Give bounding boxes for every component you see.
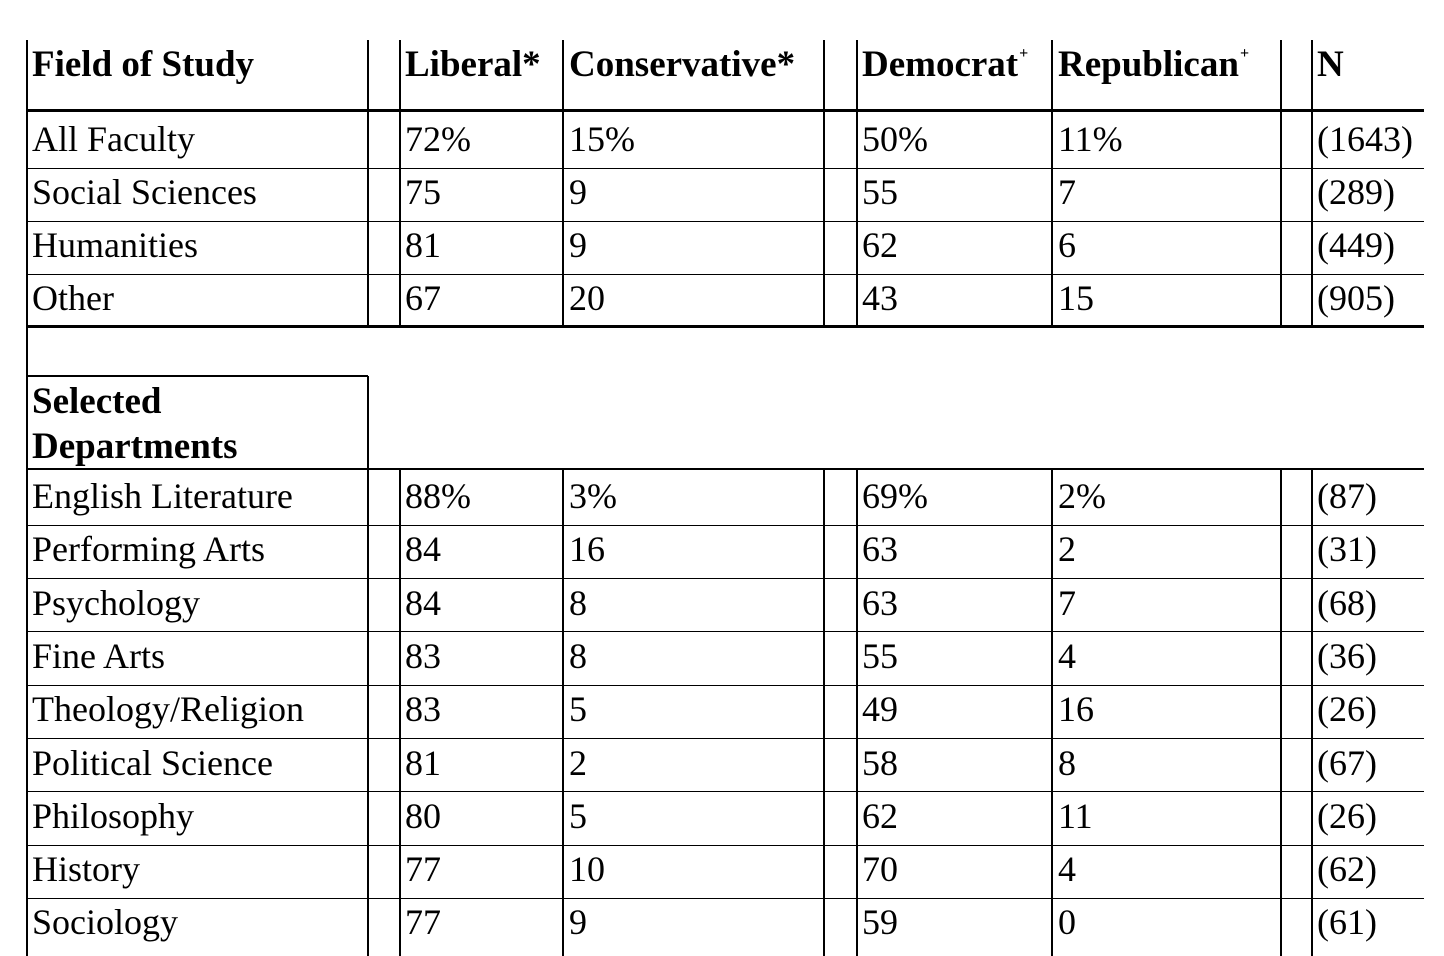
row-rule xyxy=(27,578,1424,579)
column-rule xyxy=(562,40,564,327)
column-rule xyxy=(562,469,564,956)
department-row-label: Political Science xyxy=(32,742,273,783)
republican-value: 11% xyxy=(1058,119,1123,159)
n-value: (87) xyxy=(1317,476,1377,516)
liberal-value: 77 xyxy=(405,849,441,890)
n-value: (449) xyxy=(1317,225,1395,265)
republican-value: 16 xyxy=(1058,689,1094,730)
democrat-value: 63 xyxy=(862,582,898,623)
column-rule xyxy=(1311,469,1313,956)
column-header-n: N xyxy=(1317,44,1344,85)
field-row-label: Humanities xyxy=(32,225,198,265)
conservative-value: 8 xyxy=(569,635,587,676)
department-row-label: History xyxy=(32,849,140,890)
left-border xyxy=(26,40,28,956)
n-value: (36) xyxy=(1317,635,1377,676)
democrat-value: 62 xyxy=(862,225,898,265)
row-rule xyxy=(27,845,1424,846)
democrat-value: 49 xyxy=(862,689,898,730)
liberal-value: 72% xyxy=(405,119,471,159)
row-rule xyxy=(27,274,1424,275)
row-rule xyxy=(27,525,1424,526)
republican-value: 7 xyxy=(1058,172,1076,212)
department-row-label: Fine Arts xyxy=(32,635,166,676)
header-bottom-rule xyxy=(27,109,1424,112)
democrat-value: 43 xyxy=(862,278,898,318)
liberal-value: 75 xyxy=(405,172,441,212)
republican-value: 2 xyxy=(1058,529,1076,570)
liberal-value: 83 xyxy=(405,689,441,730)
department-row-label: Philosophy xyxy=(32,795,195,836)
column-rule xyxy=(367,469,369,956)
conservative-value: 9 xyxy=(569,902,587,943)
column-header-republican-footnote-mark: + xyxy=(1239,45,1250,62)
conservative-value: 3% xyxy=(569,476,617,516)
conservative-value: 5 xyxy=(569,689,587,730)
liberal-value: 83 xyxy=(405,635,441,676)
conservative-value: 20 xyxy=(569,278,605,318)
section-header-line1: Selected xyxy=(32,381,162,422)
field-row-label: All Faculty xyxy=(32,119,195,159)
liberal-value: 80 xyxy=(405,795,441,836)
n-value: (68) xyxy=(1317,582,1377,623)
republican-value: 0 xyxy=(1058,902,1076,943)
section-header-line2: Departments xyxy=(32,426,238,467)
column-header-liberal: Liberal* xyxy=(405,44,541,85)
conservative-value: 15% xyxy=(569,119,635,159)
democrat-value: 50% xyxy=(862,119,928,159)
n-value: (61) xyxy=(1317,902,1377,943)
field-row-label: Social Sciences xyxy=(32,172,257,212)
row-rule xyxy=(27,631,1424,632)
column-header-democrat: Democrat+ xyxy=(862,44,1029,85)
column-header-field: Field of Study xyxy=(32,44,255,85)
liberal-value: 88% xyxy=(405,476,471,516)
department-row-label: Psychology xyxy=(32,582,201,623)
column-header-democrat-footnote-mark: + xyxy=(1019,45,1029,62)
democrat-value: 70 xyxy=(862,849,898,890)
republican-value: 7 xyxy=(1058,582,1076,623)
column-rule xyxy=(823,40,825,327)
liberal-value: 77 xyxy=(405,902,441,943)
democrat-value: 55 xyxy=(862,635,898,676)
column-rule xyxy=(1311,40,1313,327)
conservative-value: 9 xyxy=(569,172,587,212)
liberal-value: 84 xyxy=(405,582,441,623)
conservative-value: 9 xyxy=(569,225,587,265)
n-value: (1643) xyxy=(1317,119,1413,159)
row-rule xyxy=(27,791,1424,792)
conservative-value: 16 xyxy=(569,529,605,570)
column-rule xyxy=(399,469,401,956)
column-rule xyxy=(1280,40,1282,327)
n-value: (62) xyxy=(1317,849,1377,890)
liberal-value: 84 xyxy=(405,529,441,570)
column-rule xyxy=(856,469,858,956)
department-row-label: English Literature xyxy=(32,476,293,516)
democrat-value: 55 xyxy=(862,172,898,212)
column-rule xyxy=(399,40,401,327)
section-bottom-rule xyxy=(27,325,1424,328)
department-row-label: Performing Arts xyxy=(32,529,265,570)
liberal-value: 81 xyxy=(405,225,441,265)
republican-value: 4 xyxy=(1058,849,1076,890)
column-rule xyxy=(367,40,369,327)
republican-value: 15 xyxy=(1058,278,1094,318)
republican-value: 4 xyxy=(1058,635,1076,676)
column-header-republican: Republican+ xyxy=(1058,44,1250,85)
column-rule xyxy=(1051,469,1053,956)
republican-value: 8 xyxy=(1058,742,1076,783)
column-rule xyxy=(1051,40,1053,327)
conservative-value: 5 xyxy=(569,795,587,836)
democrat-value: 69% xyxy=(862,476,928,516)
row-rule xyxy=(27,221,1424,222)
liberal-value: 67 xyxy=(405,278,441,318)
row-rule xyxy=(27,738,1424,739)
row-rule xyxy=(27,898,1424,899)
n-value: (67) xyxy=(1317,742,1377,783)
column-rule xyxy=(823,469,825,956)
column-header-conservative: Conservative* xyxy=(569,44,796,85)
republican-value: 6 xyxy=(1058,225,1076,265)
democrat-value: 59 xyxy=(862,902,898,943)
row-rule xyxy=(27,168,1424,169)
row-rule xyxy=(27,685,1424,686)
conservative-value: 8 xyxy=(569,582,587,623)
column-rule xyxy=(856,40,858,327)
n-value: (26) xyxy=(1317,689,1377,730)
column-rule xyxy=(1280,469,1282,956)
liberal-value: 81 xyxy=(405,742,441,783)
democrat-value: 63 xyxy=(862,529,898,570)
republican-value: 2% xyxy=(1058,476,1106,516)
department-row-label: Theology/Religion xyxy=(32,689,304,730)
department-row-label: Sociology xyxy=(32,902,179,943)
n-value: (905) xyxy=(1317,278,1395,318)
republican-value: 11 xyxy=(1058,795,1093,836)
section-header-right-rule xyxy=(367,376,369,469)
n-value: (31) xyxy=(1317,529,1377,570)
democrat-value: 58 xyxy=(862,742,898,783)
democrat-value: 62 xyxy=(862,795,898,836)
conservative-value: 2 xyxy=(569,742,587,783)
n-value: (289) xyxy=(1317,172,1395,212)
field-row-label: Other xyxy=(32,278,114,318)
n-value: (26) xyxy=(1317,795,1377,836)
conservative-value: 10 xyxy=(569,849,605,890)
section-header-top-rule xyxy=(27,375,368,377)
department-top-rule xyxy=(27,468,1424,470)
